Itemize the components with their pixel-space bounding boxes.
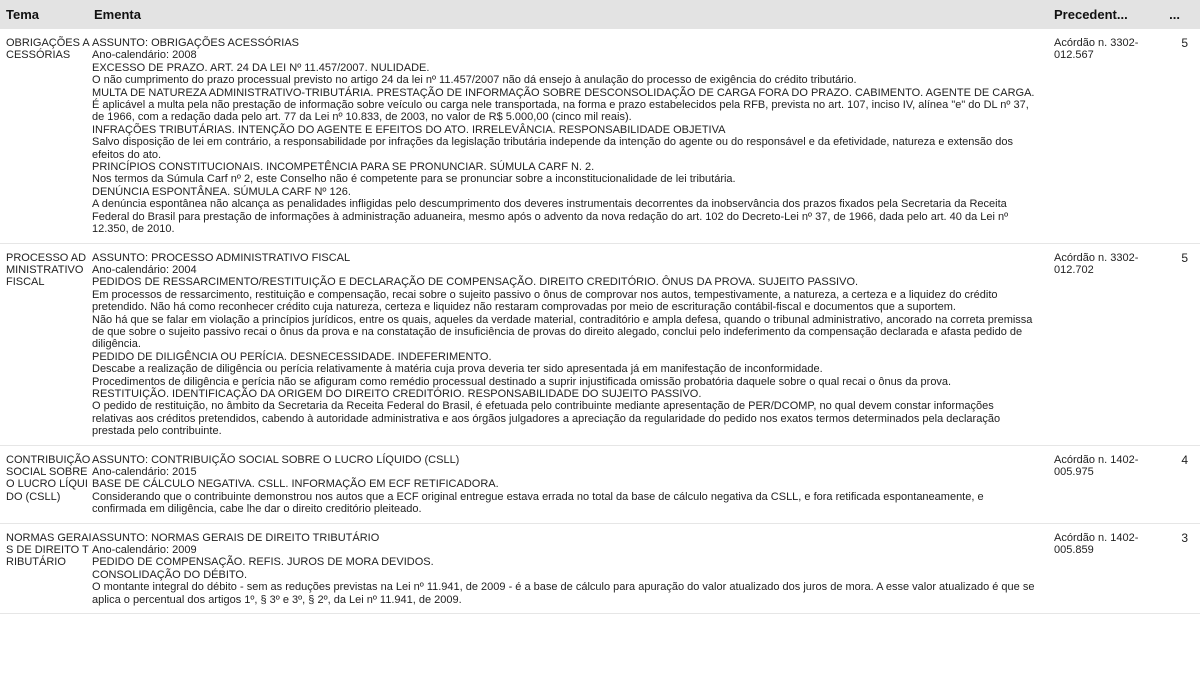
column-header-precedentes[interactable]: Precedent... (1054, 7, 1128, 22)
ementa-line: ASSUNTO: CONTRIBUIÇÃO SOCIAL SOBRE O LUCRO LÍQUIDO (CSLL) (92, 453, 460, 466)
ementa-line: Nos termos da Súmula Carf nº 2, este Conselho não é competente para se pronunciar sobre a inconstitucionalidade de lei tributária. (92, 173, 736, 186)
row-precedente: Acórdão n. 1402-005.859 (1054, 531, 1139, 557)
row-tema: PROCESSO ADMINISTRATIVO FISCAL (6, 251, 87, 289)
ementa-line: RESTITUIÇÃO. IDENTIFICAÇÃO DA ORIGEM DO DIREITO CREDITÓRIO. RESPONSABILIDADE DO SUJEITO PASSIVO. (92, 387, 702, 400)
table-row[interactable] (0, 244, 1200, 446)
ementa-line: ASSUNTO: OBRIGAÇÕES ACESSÓRIAS (92, 37, 300, 49)
column-header-tema[interactable]: Tema (6, 7, 39, 22)
column-header-ementa[interactable]: Ementa (94, 7, 141, 22)
ementa-line: Ano-calendário: 2015 (92, 466, 197, 478)
ementa-line: Ano-calendário: 2009 (92, 544, 197, 557)
row-precedente: Acórdão n. 1402-005.975 (1054, 453, 1139, 478)
row-ementa (92, 244, 1047, 445)
ementa-line: BASE DE CÁLCULO NEGATIVA. CSLL. INFORMAÇÃO EM ECF RETIFICADORA. (92, 478, 499, 491)
ementa-line: ASSUNTO: NORMAS GERAIS DE DIREITO TRIBUTÁRIO (92, 531, 380, 544)
ementa-line: Ano-calendário: 2008 (92, 49, 197, 62)
table-row[interactable] (0, 29, 1200, 244)
ementa-line: O pedido de restituição, no âmbito da Secretaria da Receita Federal do Brasil, é efetuada pelo contribuinte mediante apresentação de PER/DCOMP, no qual devem constar informações relativas aos créditos pretendidos, cabendo à autoridade administrativa e aos órgãos julgadores a apreciação da regularidade do pedido nos exatos termos determinados pela declaração prestada pelo contribuinte. (92, 400, 1001, 438)
row-count: 3 (1181, 530, 1188, 545)
ementa-line: CONSOLIDAÇÃO DO DÉBITO. (92, 568, 248, 581)
row-ementa (92, 446, 1047, 523)
ementa-line: Procedimentos de diligência e perícia não se afiguram como remédio processual destinado a suprir injustificada omissão probatória daquele sobre o qual recai o ônus da prova. (92, 375, 952, 388)
ementa-line: Considerando que o contribuinte demonstrou nos autos que a ECF original entregue estava errada no total da base de cálculo negativa da CSLL, e fora retificada espontaneamente, e confirmada em diligência, cabe lhe dar o direito creditório pleiteado. (92, 490, 984, 516)
row-count: 4 (1181, 452, 1188, 467)
column-header-more[interactable]: ... (1169, 7, 1180, 22)
table-row[interactable] (0, 446, 1200, 524)
ementa-line: A denúncia espontânea não alcança as penalidades infligidas pelo descumprimento dos deveres instrumentais decorrentes da inobservância dos prazos fixados pela Secretaria da Receita Federal do Brasil para prestação de informações à administração aduaneira, mesmo após o advento da nova redação do art. 102 do Decreto-Lei nº 37, de 1966, dada pelo art. 40 da Lei nº 12.350, de 2010. (92, 198, 1009, 236)
ementa-line: ASSUNTO: PROCESSO ADMINISTRATIVO FISCAL (92, 251, 351, 264)
ementa-line: PEDIDO DE COMPENSAÇÃO. REFIS. JUROS DE MORA DEVIDOS. (92, 556, 434, 569)
ementa-line: Em processos de ressarcimento, restituição e compensação, recai sobre o sujeito passivo o ônus de comprovar nos autos, tempestivamente, a natureza, a certeza e a liquidez do crédito pretendido. Não há como reconhecer crédito cuja natureza, certeza e liquidez não restaram comprovadas por meio de escrituração contábil-fiscal e documentos que a suportem. (92, 288, 998, 314)
ementa-line: Ano-calendário: 2004 (92, 263, 197, 276)
ementa-line: O montante integral do débito - sem as reduções previstas na Lei nº 11.941, de 2009 - é a base de cálculo para apuração do valor atualizado dos juros de mora. A esse valor atualizado é que se aplica o percentual dos artigos 1º, § 3º e 3º, § 2º, da Lei nº 11.941, de 2009. (92, 581, 1035, 606)
ementa-line: Salvo disposição de lei em contrário, a responsabilidade por infrações da legislação tributária independe da intenção do agente ou do responsável e da efetividade, natureza e extensão dos efeitos do ato. (92, 136, 1013, 161)
ementa-line: PEDIDO DE DILIGÊNCIA OU PERÍCIA. DESNECESSIDADE. INDEFERIMENTO. (92, 350, 492, 363)
ementa-line: PEDIDOS DE RESSARCIMENTO/RESTITUIÇÃO E DECLARAÇÃO DE COMPENSAÇÃO. DIREITO CREDITÓRIO. ÔNUS DA PROVA. SUJEITO PASSIVO. (92, 276, 859, 289)
row-precedente: Acórdão n. 3302-012.702 (1054, 251, 1139, 276)
row-tema: NORMAS GERAIS DE DIREITO TRIBUTÁRIO (6, 531, 92, 569)
row-count: 5 (1181, 36, 1188, 50)
row-ementa (92, 29, 1047, 243)
ementa-line: INFRAÇÕES TRIBUTÁRIAS. INTENÇÃO DO AGENTE E EFEITOS DO ATO. IRRELEVÂNCIA. RESPONSABILIDADE OBJETIVA (92, 123, 726, 136)
ementa-line: MULTA DE NATUREZA ADMINISTRATIVO-TRIBUTÁRIA. PRESTAÇÃO DE INFORMAÇÃO SOBRE DESCONSOLIDAÇÃO DE CARGA FORA DO PRAZO. CABIMENTO. AGENTE DE CARGA. (92, 86, 1035, 99)
row-tema: OBRIGAÇÕES ACESSÓRIAS (6, 37, 90, 62)
row-tema: CONTRIBUIÇÃO SOCIAL SOBRE O LUCRO LÍQUIDO (CSLL) (6, 453, 91, 503)
ementa-line: EXCESSO DE PRAZO. ART. 24 DA LEI Nº 11.457/2007. NULIDADE. (92, 61, 430, 74)
ementa-line: É aplicável a multa pela não prestação de informação sobre veículo ou carga nele transportada, na forma e prazo estabelecidos pela RFB, prevista no art. 107, inciso IV, alínea "e" do DL nº 37, de 1966, com a redação dada pelo art. 77 da Lei nº 10.833, de 2003, no valor de R$ 5.000,00 (cinco mil reais). (92, 99, 1029, 124)
row-ementa (92, 524, 1047, 613)
ementa-line: Descabe a realização de diligência ou perícia relativamente à matéria cuja prova deveria ter sido apresentada já em manifestação de inconformidade. (92, 363, 823, 376)
table-row[interactable] (0, 524, 1200, 614)
ementa-line: Não há que se falar em violação a princípios jurídicos, entre os quais, aqueles da verdade material, contraditório e ampla defesa, quando o tribunal administrativo, ancorado na correta premissa de que sobre o sujeito passivo recai o ônus da prova e na constatação de insuficiência de provas do direito alegado, conclui pelo indeferimento da compensação declarada e afasta pedido de diligência. (92, 313, 1033, 351)
row-count: 5 (1181, 250, 1188, 265)
ementa-line: DENÚNCIA ESPONTÂNEA. SÚMULA CARF Nº 126. (92, 185, 351, 198)
ementa-line: O não cumprimento do prazo processual previsto no artigo 24 da lei nº 11.457/2007 não dá ensejo à anulação do processo de exigência do crédito tributário. (92, 74, 857, 87)
ementa-line: PRINCÍPIOS CONSTITUCIONAIS. INCOMPETÊNCIA PARA SE PRONUNCIAR. SÚMULA CARF N. 2. (92, 161, 595, 174)
table-header (0, 0, 1200, 29)
row-precedente: Acórdão n. 3302-012.567 (1054, 37, 1139, 62)
